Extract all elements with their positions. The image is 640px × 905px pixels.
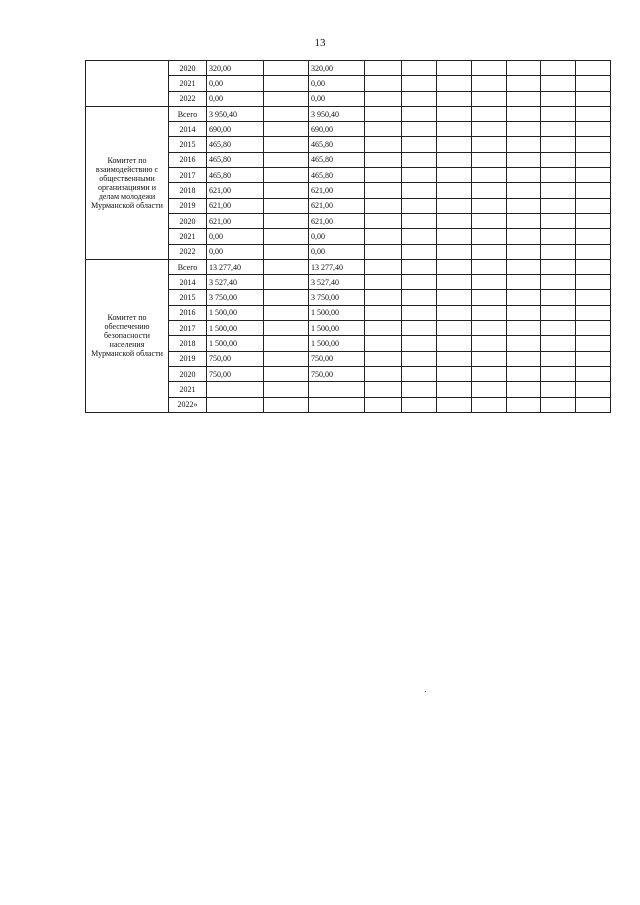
- budget-cell: 750,00: [309, 351, 365, 366]
- empty-cell: [507, 61, 541, 76]
- empty-cell: [402, 397, 437, 412]
- year-cell: Всего: [169, 106, 207, 121]
- total-cell: 0,00: [207, 91, 264, 106]
- empty-cell: [437, 382, 472, 397]
- empty-cell: [264, 321, 309, 336]
- organization-cell: [86, 61, 169, 107]
- year-cell: 2016: [169, 305, 207, 320]
- budget-cell: 690,00: [309, 122, 365, 137]
- budget-cell: 1 500,00: [309, 336, 365, 351]
- empty-cell: [472, 152, 507, 167]
- stray-dot: [425, 691, 426, 692]
- total-cell: 3 527,40: [207, 275, 264, 290]
- empty-cell: [365, 198, 402, 213]
- empty-cell: [507, 229, 541, 244]
- empty-cell: [576, 321, 611, 336]
- empty-cell: [402, 382, 437, 397]
- empty-cell: [365, 351, 402, 366]
- empty-cell: [576, 122, 611, 137]
- empty-cell: [576, 336, 611, 351]
- empty-cell: [576, 106, 611, 121]
- total-cell: 1 500,00: [207, 321, 264, 336]
- empty-cell: [541, 76, 576, 91]
- empty-cell: [437, 168, 472, 183]
- organization-cell: Комитет по взаимодействию с общественными организациями и делам молодежи Мурманской области: [86, 106, 169, 259]
- budget-cell: 13 277,40: [309, 259, 365, 274]
- total-cell: 0,00: [207, 76, 264, 91]
- empty-cell: [541, 61, 576, 76]
- empty-cell: [472, 305, 507, 320]
- empty-cell: [472, 61, 507, 76]
- empty-cell: [402, 336, 437, 351]
- year-cell: 2016: [169, 152, 207, 167]
- total-cell: 621,00: [207, 183, 264, 198]
- total-cell: 750,00: [207, 351, 264, 366]
- empty-cell: [264, 229, 309, 244]
- empty-cell: [576, 168, 611, 183]
- year-cell: 2014: [169, 122, 207, 137]
- empty-cell: [541, 198, 576, 213]
- year-cell: 2021: [169, 382, 207, 397]
- empty-cell: [402, 152, 437, 167]
- empty-cell: [507, 106, 541, 121]
- empty-cell: [264, 336, 309, 351]
- total-cell: 0,00: [207, 229, 264, 244]
- empty-cell: [264, 213, 309, 228]
- empty-cell: [541, 336, 576, 351]
- budget-cell: 750,00: [309, 366, 365, 381]
- total-cell: 621,00: [207, 213, 264, 228]
- empty-cell: [541, 168, 576, 183]
- empty-cell: [507, 382, 541, 397]
- empty-cell: [472, 275, 507, 290]
- empty-cell: [576, 366, 611, 381]
- empty-cell: [472, 336, 507, 351]
- empty-cell: [472, 122, 507, 137]
- empty-cell: [264, 244, 309, 259]
- empty-cell: [576, 152, 611, 167]
- total-cell: [207, 397, 264, 412]
- year-cell: 2021: [169, 229, 207, 244]
- empty-cell: [576, 76, 611, 91]
- empty-cell: [472, 106, 507, 121]
- empty-cell: [576, 305, 611, 320]
- empty-cell: [365, 91, 402, 106]
- empty-cell: [365, 76, 402, 91]
- total-cell: 621,00: [207, 198, 264, 213]
- empty-cell: [402, 321, 437, 336]
- empty-cell: [507, 137, 541, 152]
- empty-cell: [437, 183, 472, 198]
- empty-cell: [576, 229, 611, 244]
- empty-cell: [472, 198, 507, 213]
- empty-cell: [576, 382, 611, 397]
- empty-cell: [507, 305, 541, 320]
- budget-cell: 621,00: [309, 213, 365, 228]
- empty-cell: [507, 336, 541, 351]
- empty-cell: [437, 366, 472, 381]
- total-cell: 3 950,40: [207, 106, 264, 121]
- organization-cell: Комитет по обеспечению безопасности населения Мурманской области: [86, 259, 169, 412]
- empty-cell: [507, 290, 541, 305]
- empty-cell: [541, 91, 576, 106]
- empty-cell: [541, 290, 576, 305]
- year-cell: 2022: [169, 91, 207, 106]
- empty-cell: [365, 213, 402, 228]
- table-row: [86, 61, 611, 76]
- empty-cell: [264, 76, 309, 91]
- empty-cell: [576, 351, 611, 366]
- empty-cell: [365, 321, 402, 336]
- empty-cell: [365, 152, 402, 167]
- empty-cell: [437, 321, 472, 336]
- total-cell: 750,00: [207, 366, 264, 381]
- budget-cell: [309, 397, 365, 412]
- year-cell: 2017: [169, 168, 207, 183]
- empty-cell: [541, 366, 576, 381]
- empty-cell: [507, 91, 541, 106]
- empty-cell: [264, 366, 309, 381]
- empty-cell: [402, 351, 437, 366]
- empty-cell: [365, 259, 402, 274]
- empty-cell: [437, 198, 472, 213]
- empty-cell: [402, 91, 437, 106]
- empty-cell: [472, 366, 507, 381]
- page-number: 13: [314, 37, 326, 49]
- empty-cell: [264, 198, 309, 213]
- empty-cell: [365, 137, 402, 152]
- year-cell: 2021: [169, 76, 207, 91]
- empty-cell: [541, 229, 576, 244]
- empty-cell: [472, 351, 507, 366]
- empty-cell: [472, 244, 507, 259]
- budget-cell: 320,00: [309, 61, 365, 76]
- year-cell: 2019: [169, 351, 207, 366]
- total-cell: 690,00: [207, 122, 264, 137]
- empty-cell: [402, 213, 437, 228]
- total-cell: 13 277,40: [207, 259, 264, 274]
- empty-cell: [576, 244, 611, 259]
- empty-cell: [472, 382, 507, 397]
- empty-cell: [507, 321, 541, 336]
- year-cell: 2014: [169, 275, 207, 290]
- empty-cell: [437, 122, 472, 137]
- empty-cell: [507, 366, 541, 381]
- empty-cell: [437, 259, 472, 274]
- empty-cell: [437, 91, 472, 106]
- table-body: [86, 61, 611, 413]
- empty-cell: [365, 106, 402, 121]
- empty-cell: [507, 183, 541, 198]
- total-cell: [207, 382, 264, 397]
- empty-cell: [402, 122, 437, 137]
- empty-cell: [365, 275, 402, 290]
- empty-cell: [402, 106, 437, 121]
- empty-cell: [437, 351, 472, 366]
- empty-cell: [576, 198, 611, 213]
- budget-cell: 465,80: [309, 137, 365, 152]
- empty-cell: [541, 397, 576, 412]
- total-cell: 465,80: [207, 152, 264, 167]
- empty-cell: [264, 183, 309, 198]
- empty-cell: [264, 382, 309, 397]
- empty-cell: [437, 76, 472, 91]
- empty-cell: [541, 183, 576, 198]
- empty-cell: [507, 351, 541, 366]
- year-cell: 2020: [169, 366, 207, 381]
- empty-cell: [402, 305, 437, 320]
- empty-cell: [365, 244, 402, 259]
- budget-cell: 0,00: [309, 229, 365, 244]
- empty-cell: [365, 305, 402, 320]
- year-cell: 2015: [169, 137, 207, 152]
- empty-cell: [264, 61, 309, 76]
- empty-cell: [541, 259, 576, 274]
- empty-cell: [402, 183, 437, 198]
- empty-cell: [541, 275, 576, 290]
- empty-cell: [472, 213, 507, 228]
- empty-cell: [541, 106, 576, 121]
- empty-cell: [507, 122, 541, 137]
- empty-cell: [402, 61, 437, 76]
- empty-cell: [576, 259, 611, 274]
- empty-cell: [437, 290, 472, 305]
- empty-cell: [264, 91, 309, 106]
- empty-cell: [402, 229, 437, 244]
- empty-cell: [507, 213, 541, 228]
- empty-cell: [365, 366, 402, 381]
- empty-cell: [437, 336, 472, 351]
- budget-cell: 0,00: [309, 244, 365, 259]
- empty-cell: [472, 321, 507, 336]
- budget-cell: [309, 382, 365, 397]
- empty-cell: [365, 168, 402, 183]
- year-cell: 2022»: [169, 397, 207, 412]
- empty-cell: [541, 137, 576, 152]
- empty-cell: [576, 91, 611, 106]
- empty-cell: [541, 244, 576, 259]
- budget-cell: 0,00: [309, 91, 365, 106]
- empty-cell: [541, 321, 576, 336]
- empty-cell: [472, 91, 507, 106]
- year-cell: Всего: [169, 259, 207, 274]
- empty-cell: [576, 290, 611, 305]
- empty-cell: [264, 397, 309, 412]
- empty-cell: [264, 152, 309, 167]
- empty-cell: [507, 168, 541, 183]
- empty-cell: [264, 168, 309, 183]
- empty-cell: [365, 183, 402, 198]
- empty-cell: [365, 382, 402, 397]
- empty-cell: [437, 61, 472, 76]
- empty-cell: [402, 137, 437, 152]
- empty-cell: [472, 259, 507, 274]
- empty-cell: [365, 229, 402, 244]
- empty-cell: [437, 137, 472, 152]
- empty-cell: [264, 305, 309, 320]
- empty-cell: [576, 183, 611, 198]
- empty-cell: [402, 259, 437, 274]
- empty-cell: [365, 61, 402, 76]
- empty-cell: [402, 168, 437, 183]
- empty-cell: [541, 152, 576, 167]
- empty-cell: [402, 290, 437, 305]
- year-cell: 2018: [169, 183, 207, 198]
- budget-cell: 465,80: [309, 168, 365, 183]
- empty-cell: [365, 336, 402, 351]
- total-cell: 1 500,00: [207, 336, 264, 351]
- year-cell: 2015: [169, 290, 207, 305]
- budget-cell: 3 950,40: [309, 106, 365, 121]
- empty-cell: [576, 213, 611, 228]
- empty-cell: [507, 259, 541, 274]
- year-cell: 2022: [169, 244, 207, 259]
- empty-cell: [576, 275, 611, 290]
- total-cell: 465,80: [207, 137, 264, 152]
- budget-cell: 3 527,40: [309, 275, 365, 290]
- total-cell: 465,80: [207, 168, 264, 183]
- budget-cell: 3 750,00: [309, 290, 365, 305]
- budget-table: [85, 60, 611, 413]
- empty-cell: [402, 366, 437, 381]
- empty-cell: [472, 397, 507, 412]
- total-cell: 1 500,00: [207, 305, 264, 320]
- budget-cell: 621,00: [309, 183, 365, 198]
- empty-cell: [437, 397, 472, 412]
- empty-cell: [365, 290, 402, 305]
- budget-cell: 621,00: [309, 198, 365, 213]
- total-cell: 3 750,00: [207, 290, 264, 305]
- empty-cell: [472, 76, 507, 91]
- empty-cell: [541, 382, 576, 397]
- empty-cell: [507, 397, 541, 412]
- empty-cell: [472, 183, 507, 198]
- empty-cell: [264, 137, 309, 152]
- empty-cell: [437, 213, 472, 228]
- year-cell: 2019: [169, 198, 207, 213]
- year-cell: 2018: [169, 336, 207, 351]
- empty-cell: [264, 259, 309, 274]
- year-cell: 2020: [169, 213, 207, 228]
- year-cell: 2020: [169, 61, 207, 76]
- empty-cell: [576, 397, 611, 412]
- table-row: [86, 259, 611, 274]
- empty-cell: [541, 351, 576, 366]
- empty-cell: [437, 305, 472, 320]
- empty-cell: [365, 122, 402, 137]
- budget-cell: 0,00: [309, 76, 365, 91]
- empty-cell: [472, 137, 507, 152]
- empty-cell: [365, 397, 402, 412]
- empty-cell: [437, 229, 472, 244]
- budget-cell: 1 500,00: [309, 321, 365, 336]
- empty-cell: [507, 76, 541, 91]
- empty-cell: [264, 122, 309, 137]
- empty-cell: [507, 152, 541, 167]
- empty-cell: [507, 275, 541, 290]
- empty-cell: [264, 351, 309, 366]
- empty-cell: [541, 305, 576, 320]
- total-cell: 320,00: [207, 61, 264, 76]
- total-cell: 0,00: [207, 244, 264, 259]
- empty-cell: [541, 213, 576, 228]
- empty-cell: [437, 275, 472, 290]
- empty-cell: [437, 244, 472, 259]
- year-cell: 2017: [169, 321, 207, 336]
- empty-cell: [576, 61, 611, 76]
- empty-cell: [507, 244, 541, 259]
- budget-cell: 465,80: [309, 152, 365, 167]
- budget-cell: 1 500,00: [309, 305, 365, 320]
- empty-cell: [402, 244, 437, 259]
- empty-cell: [472, 229, 507, 244]
- empty-cell: [437, 152, 472, 167]
- empty-cell: [472, 168, 507, 183]
- empty-cell: [264, 290, 309, 305]
- empty-cell: [402, 198, 437, 213]
- empty-cell: [507, 198, 541, 213]
- empty-cell: [437, 106, 472, 121]
- empty-cell: [472, 290, 507, 305]
- empty-cell: [402, 275, 437, 290]
- empty-cell: [576, 137, 611, 152]
- empty-cell: [264, 106, 309, 121]
- table-row: [86, 106, 611, 121]
- empty-cell: [541, 122, 576, 137]
- empty-cell: [402, 76, 437, 91]
- empty-cell: [264, 275, 309, 290]
